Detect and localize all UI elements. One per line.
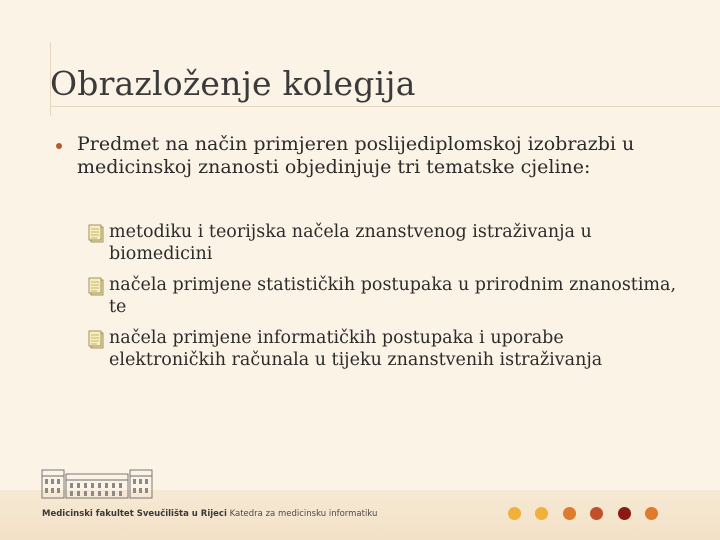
sub-bullet-item [86, 221, 686, 265]
main-bullet [50, 133, 680, 179]
sub-bullet-list [86, 221, 686, 380]
decor-dot-icon [508, 507, 521, 520]
sub-bullet-item [86, 274, 686, 318]
main-bullet-text: Predmet na način primjeren poslijediplomskoj izobrazbi u medicinskoj znanosti objedinjuje tri tematske cjeline: [77, 133, 635, 178]
title-horizontal-rule [50, 106, 720, 107]
footer-department: Katedra za medicinsku informatiku [229, 509, 378, 519]
notepad-icon [87, 276, 105, 296]
notepad-icon [87, 329, 105, 349]
footer-caption [42, 509, 377, 519]
notepad-icon [87, 223, 105, 243]
sub-bullet-text: načela primjene informatičkih postupaka i uporabe elektroničkih računala u tijeku znanstvenih istraživanja [109, 328, 603, 370]
sub-bullet-text: metodiku i teorijska načela znanstvenog istraživanja u biomedicini [109, 222, 592, 264]
sub-bullet-text: načela primjene statističkih postupaka u prirodnim znanostima, te [109, 275, 677, 317]
footer-institution: Medicinski fakultet Sveučilišta u Rijeci [42, 509, 227, 519]
sub-bullet-item [86, 327, 686, 371]
slide-title: Obrazloženje kolegija [50, 64, 416, 103]
decor-dot-icon [645, 507, 658, 520]
faculty-building-logo [40, 466, 154, 500]
decor-dot-icon [590, 507, 603, 520]
decor-dot-icon [535, 507, 548, 520]
bullet-dot-icon [56, 143, 62, 149]
decor-dot-icon [618, 507, 631, 520]
decor-dot-icon [563, 507, 576, 520]
footer-dots [508, 507, 672, 520]
